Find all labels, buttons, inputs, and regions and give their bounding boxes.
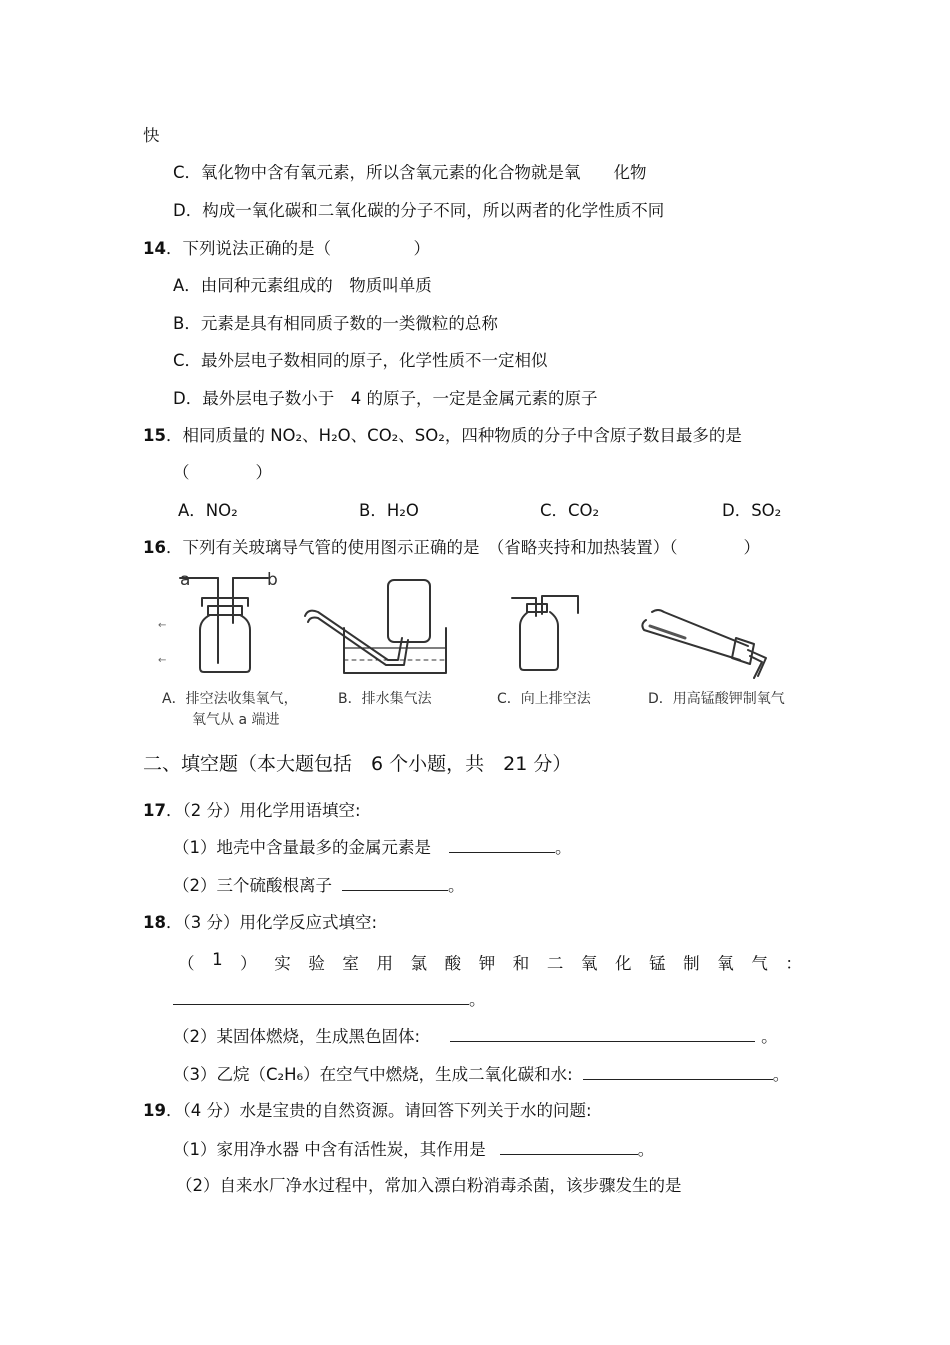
q19-part-2: （2）自来水厂净水过程中，常加入漂白粉消毒杀菌，该步骤发生的是 — [176, 1176, 682, 1195]
figure-label-b: b — [267, 570, 278, 590]
figure-caption-d: D．用高锰酸钾制氧气 — [648, 691, 785, 707]
q15-stem — [143, 425, 742, 447]
q15-text: ．相同质量的 NO₂、H₂O、CO₂、SO₂，四种物质的分子中含原子数目最多的是 — [165, 426, 742, 445]
q17-text: ．（2 分）用化学用语填空: — [165, 801, 361, 820]
q14-option-d: D．最外层电子数小于 4 的原子，一定是金属元素的原子 — [173, 389, 598, 408]
q17-stem — [143, 800, 361, 822]
q16-stem — [143, 537, 760, 559]
q13-continuation: 快 — [143, 126, 160, 145]
q18-p1-char: 锰 — [649, 954, 666, 973]
q19-part-1-end: 。 — [637, 1140, 655, 1159]
q18-part-3-text: （3）乙烷（C₂H₆）在空气中燃烧，生成二氧化碳和水: — [173, 1065, 573, 1084]
figure-b-trough — [305, 580, 446, 673]
section-2-heading: 二、填空题（本大题包括 6 个小题，共 21 分） — [143, 753, 572, 775]
q18-p1-char: （ — [178, 954, 195, 973]
q15-number: 15 — [143, 426, 166, 445]
q13-option-d: D．构成一氧化碳和二氧化碳的分子不同，所以两者的化学性质不同 — [173, 201, 665, 220]
q18-p1-char: 气 — [751, 954, 768, 973]
figure-a-bottle — [180, 578, 268, 672]
q14-number: 14 — [143, 239, 166, 258]
q19-number: 19 — [143, 1101, 166, 1120]
q18-part-3-end: 。 — [772, 1065, 790, 1084]
q13-option-c: C．氧化物中含有氧元素，所以含氧元素的化合物就是氧 化物 — [173, 163, 647, 182]
figure-caption-a1: A．排空法收集氧气， — [162, 691, 298, 707]
q18-answer-blank-1[interactable] — [173, 988, 469, 1005]
q17-part-1 — [173, 836, 572, 859]
q17-part-2-text: （2）三个硫酸根离子 — [173, 876, 332, 895]
figure-caption-b: B．排水集气法 — [338, 691, 432, 707]
q18-p1-char: 验 — [308, 954, 325, 973]
figure-c-bottle — [512, 596, 578, 670]
q15-option-a: A．NO₂ — [178, 501, 238, 520]
q19-stem — [143, 1100, 592, 1122]
q18-stem — [143, 912, 377, 934]
q18-p1-char: 氧 — [580, 954, 598, 973]
left-margin-arrow-icon: ← — [158, 655, 167, 666]
q18-p1-char: 用 — [376, 954, 393, 973]
q18-number: 18 — [143, 913, 166, 932]
q15-options — [178, 500, 798, 522]
figure-label-a: a — [180, 570, 191, 590]
q14-option-a: A．由同种元素组成的 物质叫单质 — [173, 276, 432, 295]
q18-answer-blank-3[interactable] — [583, 1063, 773, 1080]
q18-part-2-text: （2）某固体燃烧，生成黑色固体: — [173, 1027, 421, 1046]
q17-part-1-end: 。 — [555, 838, 572, 857]
q18-part-2 — [173, 1025, 778, 1048]
q19-part-1 — [173, 1138, 654, 1161]
q18-part-1-end: 。 — [469, 990, 486, 1009]
q18-p1-char: 1 — [212, 950, 223, 969]
q17-part-2-end: 。 — [448, 876, 465, 895]
q14-option-c: C．最外层电子数相同的原子，化学性质不一定相似 — [173, 351, 548, 370]
q18-p1-char: 酸 — [444, 954, 462, 973]
q18-part-3 — [173, 1063, 789, 1086]
figure-caption-a2: 氧气从 a 端进 — [192, 712, 280, 728]
q19-answer-blank-1[interactable] — [500, 1138, 638, 1155]
q18-text: ．（3 分）用化学反应式填空: — [165, 913, 378, 932]
q14-option-b: B．元素是具有相同质子数的一类微粒的总称 — [173, 314, 498, 333]
q15-answer-paren: （ ） — [173, 463, 272, 482]
q17-answer-blank-2[interactable] — [342, 874, 448, 891]
q18-p1-char: 实 — [274, 954, 291, 973]
figure-d-test-tube — [642, 610, 766, 678]
q14-stem — [143, 238, 430, 260]
q18-p1-char: 制 — [683, 954, 700, 973]
q18-p1-char: 钾 — [478, 954, 496, 973]
q17-part-1-text: （1）地壳中含量最多的金属元素是 — [173, 838, 431, 857]
q18-p1-char: ： — [785, 954, 802, 973]
q18-p1-char: 氧 — [717, 954, 734, 973]
q17-answer-blank-1[interactable] — [449, 836, 555, 853]
q18-p1-char: 化 — [615, 954, 632, 973]
q18-p1-char: 室 — [342, 954, 359, 973]
q15-option-c: C．CO₂ — [540, 501, 600, 520]
q18-answer-blank-2[interactable] — [450, 1025, 755, 1042]
q16-text: ．下列有关玻璃导气管的使用图示正确的是 （省略夹持和加热装置）（ ） — [165, 538, 760, 557]
figure-caption-c: C．向上排空法 — [497, 691, 591, 707]
q18-p1-char: 和 — [512, 954, 530, 973]
q19-part-1-text: （1）家用净水器 中含有活性炭，其作用是 — [173, 1140, 486, 1159]
q15-option-d: D．SO₂ — [722, 501, 782, 520]
q18-part-1-spread — [178, 950, 802, 974]
q15-option-b: B．H₂O — [359, 501, 419, 520]
q18-p1-char: 二 — [546, 954, 564, 973]
q18-part-1-answer-line — [173, 988, 486, 1011]
q18-p1-char: ） — [240, 954, 257, 973]
q17-part-2 — [173, 874, 465, 897]
q14-text: ．下列说法正确的是（ ） — [165, 239, 430, 258]
q17-number: 17 — [143, 801, 166, 820]
q16-number: 16 — [143, 538, 166, 557]
q19-text: ．（4 分）水是宝贵的自然资源。请回答下列关于水的问题: — [165, 1101, 592, 1120]
q18-part-2-end: 。 — [761, 1027, 778, 1046]
q18-p1-char: 氯 — [410, 954, 428, 973]
left-margin-arrow-icon: ← — [158, 620, 167, 631]
